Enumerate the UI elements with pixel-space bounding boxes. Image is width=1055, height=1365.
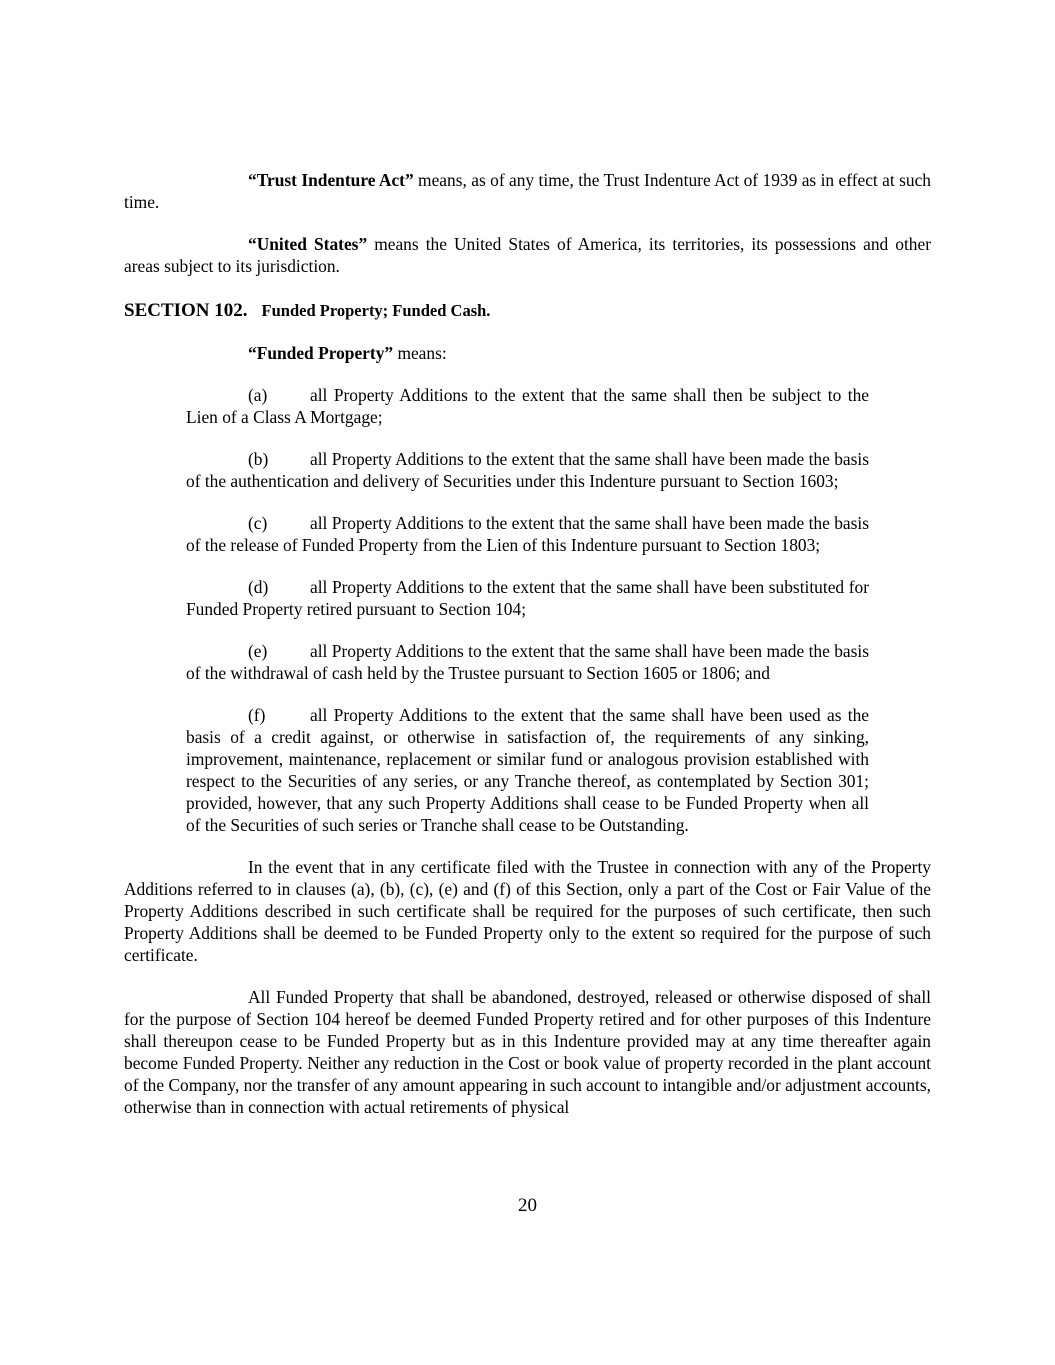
clause-f xyxy=(186,704,869,836)
clause-text: all Property Additions to the extent that the same shall have been used as the basis of a credit against, or otherwise in satisfaction of, the requirements of any sinking, improvement, maintenance, replacement or similar fund or analogous provision established with respect to the Securities of any series, or any Tranche thereof, as contemplated by Section 301; provided, however, that any such Property Additions shall cease to be Funded Property when all of the Securities of such series or Tranche shall cease to be Outstanding. xyxy=(186,705,869,835)
clause-c xyxy=(186,512,869,556)
clause-label: (e) xyxy=(248,641,268,661)
section-number: SECTION 102. xyxy=(124,300,248,321)
clause-label: (a) xyxy=(248,385,268,405)
clause-label: (c) xyxy=(248,513,268,533)
clause-label: (b) xyxy=(248,449,269,469)
definition-text: means the United States of America, its territories, its possessions and other areas subject to its jurisdiction. xyxy=(124,234,932,276)
clause-label: (f) xyxy=(248,705,266,725)
defined-term: “Funded Property” xyxy=(248,343,394,363)
clause-a xyxy=(186,384,869,428)
defined-term: “United States” xyxy=(248,234,368,254)
defined-term: “Trust Indenture Act” xyxy=(248,170,414,190)
document-page xyxy=(124,169,931,1118)
definition-text: means, as of any time, the Trust Indenture Act of 1939 as in effect at such time. xyxy=(124,170,931,212)
paragraph-certificate: In the event that in any certificate filed with the Trustee in connection with any of the Property Additions referred to in clauses (a), (b), (c), (e) and (f) of this Section, only a part of the Cost or Fair Value of the Property Additions described in such certificate shall be required for the purposes of such certificate, then such Property Additions shall be deemed to be Funded Property only to the extent so required for the purpose of such certificate. xyxy=(124,857,931,965)
definition-united-states xyxy=(124,233,931,277)
clause-d xyxy=(186,576,869,620)
section-heading xyxy=(124,299,931,322)
definition-trust-indenture-act xyxy=(124,169,931,213)
clause-text: all Property Additions to the extent that the same shall have been made the basis of the withdrawal of cash held by the Trustee pursuant to Section 1605 or 1806; and xyxy=(186,641,869,683)
clause-b xyxy=(186,448,869,492)
section-title: Funded Property; Funded Cash. xyxy=(261,301,491,320)
definition-funded-property xyxy=(124,342,931,364)
clause-text: all Property Additions to the extent that the same shall have been made the basis of the release of Funded Property from the Lien of this Indenture pursuant to Section 1803; xyxy=(186,513,869,555)
paragraph-abandoned-property: All Funded Property that shall be abandoned, destroyed, released or otherwise disposed of shall for the purpose of Section 104 hereof be deemed Funded Property retired and for other purposes of this Indenture shall thereupon cease to be Funded Property but as in this Indenture provided may at any time thereafter again become Funded Property. Neither any reduction in the Cost or book value of property recorded in the plant account of the Company, nor the transfer of any amount appearing in such account to intangible and/or adjustment accounts, otherwise than in connection with actual retirements of physical xyxy=(124,987,931,1117)
clause-text: all Property Additions to the extent that the same shall have been substituted for Funded Property retired pursuant to Section 104; xyxy=(186,577,869,619)
definition-text: means: xyxy=(393,343,447,363)
clause-label: (d) xyxy=(248,577,269,597)
clause-text: all Property Additions to the extent that the same shall then be subject to the Lien of a Class A Mortgage; xyxy=(186,385,869,427)
clause-text: all Property Additions to the extent that the same shall have been made the basis of the authentication and delivery of Securities under this Indenture pursuant to Section 1603; xyxy=(186,449,869,491)
clause-e xyxy=(186,640,869,684)
page-number: 20 xyxy=(518,1195,537,1216)
clause-list xyxy=(186,384,869,836)
